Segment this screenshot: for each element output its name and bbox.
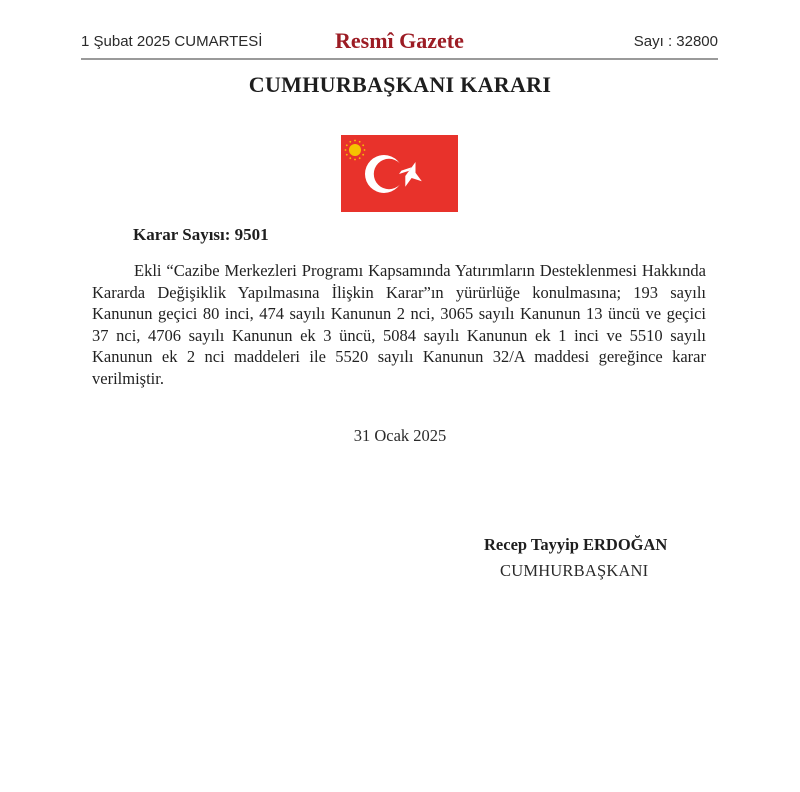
signatory-name: Recep Tayyip ERDOĞAN [484, 535, 668, 554]
document-title: CUMHURBAŞKANI KARARI [248, 72, 552, 97]
publication-date: 1 Şubat 2025 CUMARTESİ [81, 33, 263, 50]
publication-title: Resmî Gazete [335, 28, 464, 53]
gazette-header [81, 28, 718, 60]
decision-body: Ekli “Cazibe Merkezleri Programı Kapsamında Yatırımların Desteklenmesi Hakkında Kararda Değişiklik Yapılmasına İlişkin Karar”ın yürürlüğe konulmasına; 193 sayılı Kanunun geçici 80 inci, 474 sayılı Kanunun 2 nci, 3065 sayılı Kanunun 13 üncü ve geçici 37 nci, 4706 sayılı Kanunun ek 3 üncü, 5084 sayılı Kanunun ek 1 inci ve 5510 sayılı Kanunun ek 2 nci maddeleri ile 5520 sayılı Kanunun 32/A maddesi gereğince karar verilmiştir. [92, 261, 706, 388]
issue-number: Sayı : 32800 [633, 33, 718, 50]
turkish-flag-presidential-icon [341, 135, 458, 212]
decision-date: 31 Ocak 2025 [353, 426, 447, 445]
signatory-title: CUMHURBAŞKANI [500, 561, 649, 580]
decision-number: Karar Sayısı: 9501 [133, 225, 269, 244]
